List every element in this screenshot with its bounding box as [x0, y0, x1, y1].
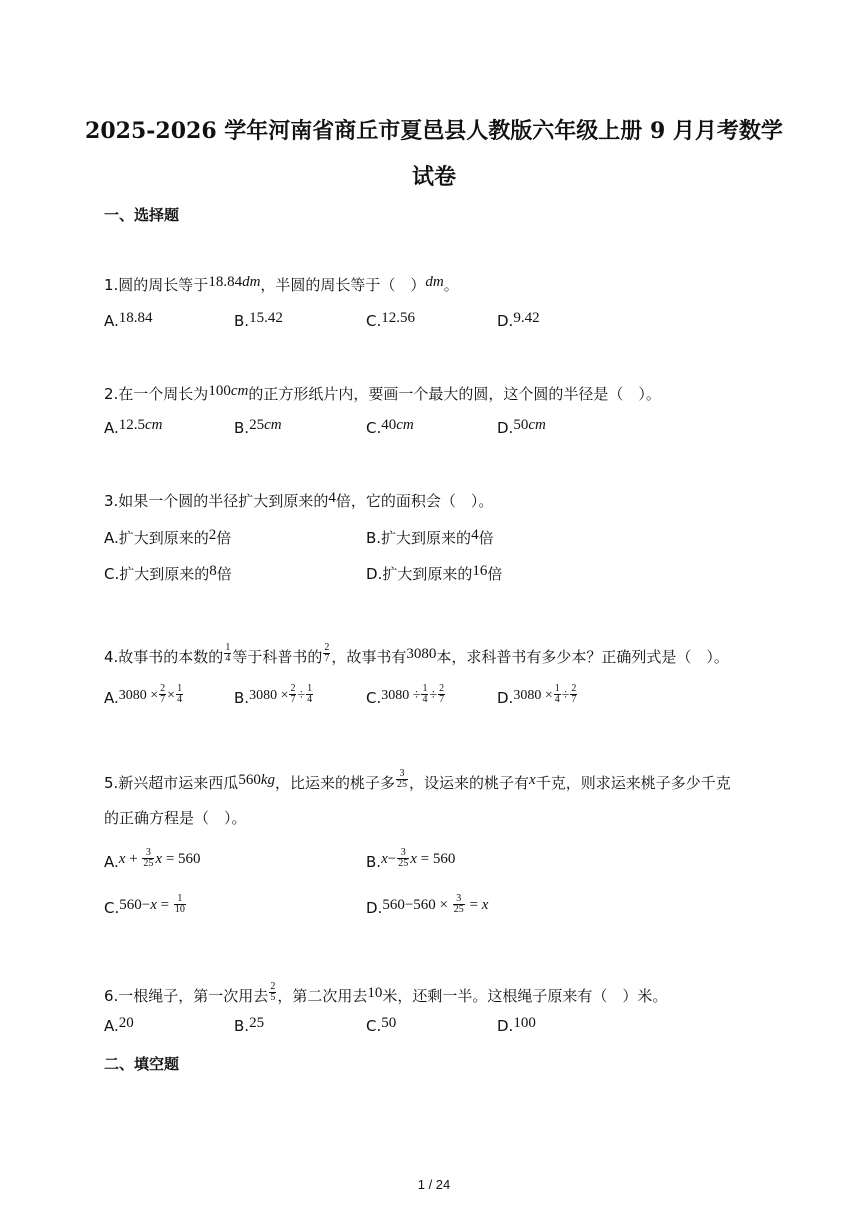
q5-text-2: ，比运来的桃子多 [274, 774, 395, 792]
q4-option-b[interactable]: B.3080 × $\frac{2}{7}$ ÷ $\frac{1}{4}$ [234, 683, 313, 707]
q1-text-2: ，半圆的周长等于（ ） [260, 276, 426, 294]
q5-value: 560 [238, 772, 261, 788]
q4-option-d[interactable]: D.3080 × $\frac{1}{4}$ ÷ $\frac{2}{7}$ [497, 683, 577, 707]
q1-option-b[interactable]: B.15.42 [234, 310, 283, 330]
question-6 [104, 981, 668, 1007]
q5-option-d[interactable]: D.560−560 × $\frac{3}{25}$ = x [366, 893, 489, 917]
page-title: 2025-2026 学年河南省商丘市夏邑县人教版六年级上册 9 月月考数学 [85, 118, 783, 144]
q2-unit: cm [230, 383, 249, 399]
q4-option-c[interactable]: C.3080 ÷ $\frac{1}{4}$ ÷ $\frac{2}{7}$ [366, 683, 445, 707]
question-5 [104, 768, 731, 794]
section-heading-choice: 一、选择题 [104, 206, 180, 224]
q5-text-4: 千克，则求运来桃子多少千克 [535, 774, 731, 792]
q4-text-2: 等于科普书的 [232, 648, 323, 666]
q5-text-3: ，设运来的桃子有 [409, 774, 530, 792]
q1-option-d[interactable]: D.9.42 [497, 310, 540, 330]
q3-value: 4 [328, 490, 336, 506]
q6-value: 10 [367, 985, 383, 1001]
q6-text-3: 米，还剩一半。这根绳子原来有（ ）米。 [382, 987, 668, 1005]
q2-value: 100 [208, 383, 231, 399]
q4-value: 3080 [406, 646, 437, 662]
q5-fraction: $\frac{3}{25}$ [397, 768, 407, 790]
q4-option-a[interactable]: A.3080 × $\frac{2}{7}$ × $\frac{1}{4}$ [104, 683, 183, 707]
q4-fraction-2: $\frac{2}{7}$ [324, 642, 330, 664]
question-1 [104, 274, 459, 295]
q6-text-2: ，第二次用去 [277, 987, 368, 1005]
q1-option-a[interactable]: A.18.84 [104, 310, 153, 330]
q2-option-b[interactable]: B.25cm [234, 417, 282, 437]
q6-option-c[interactable]: C.50 [366, 1015, 397, 1035]
q5-option-c[interactable]: C.560−x = $\frac{1}{10}$ [104, 893, 185, 917]
q5-option-b[interactable]: B.x− $\frac{3}{25}$ x = 560 [366, 847, 456, 871]
q2-text-2: 的正方形纸片内，要画一个最大的圆，这个圆的半径是（ ）。 [248, 385, 661, 403]
q3-option-b[interactable]: B.扩大到原来的4倍 [366, 527, 494, 547]
q2-option-a[interactable]: A.12.5cm [104, 417, 163, 437]
q6-option-d[interactable]: D.100 [497, 1015, 536, 1035]
q5-option-a[interactable]: A.x + $\frac{3}{25}$ x = 560 [104, 847, 201, 871]
q5-text: 5.新兴超市运来西瓜 [104, 774, 239, 792]
question-3 [104, 490, 493, 511]
q3-text-2: 倍，它的面积会（ ）。 [335, 492, 494, 510]
q6-option-a[interactable]: A.20 [104, 1015, 134, 1035]
q1-text: 1.圆的周长等于 [104, 276, 209, 294]
q2-option-c[interactable]: C.40cm [366, 417, 414, 437]
q4-fraction-1: $\frac{1}{4}$ [225, 642, 231, 664]
q5-unit: kg [260, 772, 275, 788]
q6-option-b[interactable]: B.25 [234, 1015, 265, 1035]
q1-unit-2: dm [425, 274, 444, 290]
q6-text: 6.一根绳子，第一次用去 [104, 987, 269, 1005]
q1-option-c[interactable]: C.12.56 [366, 310, 415, 330]
q4-text-3: ，故事书有 [331, 648, 407, 666]
q6-fraction: $\frac{2}{5}$ [270, 981, 276, 1003]
q3-option-d[interactable]: D.扩大到原来的16倍 [366, 563, 503, 583]
page-number: 1 / 24 [417, 1177, 451, 1192]
question-4 [104, 642, 729, 668]
q2-text: 2.在一个周长为 [104, 385, 209, 403]
question-5-line-2: 的正确方程是（ ）。 [104, 809, 247, 827]
question-2 [104, 383, 661, 404]
q3-text: 3.如果一个圆的半径扩大到原来的 [104, 492, 329, 510]
q4-text-4: 本，求科普书有多少本？正确列式是（ ）。 [436, 648, 729, 666]
q2-option-d[interactable]: D.50cm [497, 417, 546, 437]
q5-variable: x [529, 772, 536, 788]
section-heading-fill-blank: 二、填空题 [104, 1055, 180, 1073]
q4-text: 4.故事书的本数的 [104, 648, 224, 666]
q1-unit: dm [242, 274, 261, 290]
q1-value: 18.84 [208, 274, 243, 290]
q3-option-a[interactable]: A.扩大到原来的2倍 [104, 527, 232, 547]
q3-option-c[interactable]: C.扩大到原来的8倍 [104, 563, 232, 583]
q1-text-3: 。 [443, 276, 459, 294]
page-title-continued: 试卷 [411, 164, 456, 190]
